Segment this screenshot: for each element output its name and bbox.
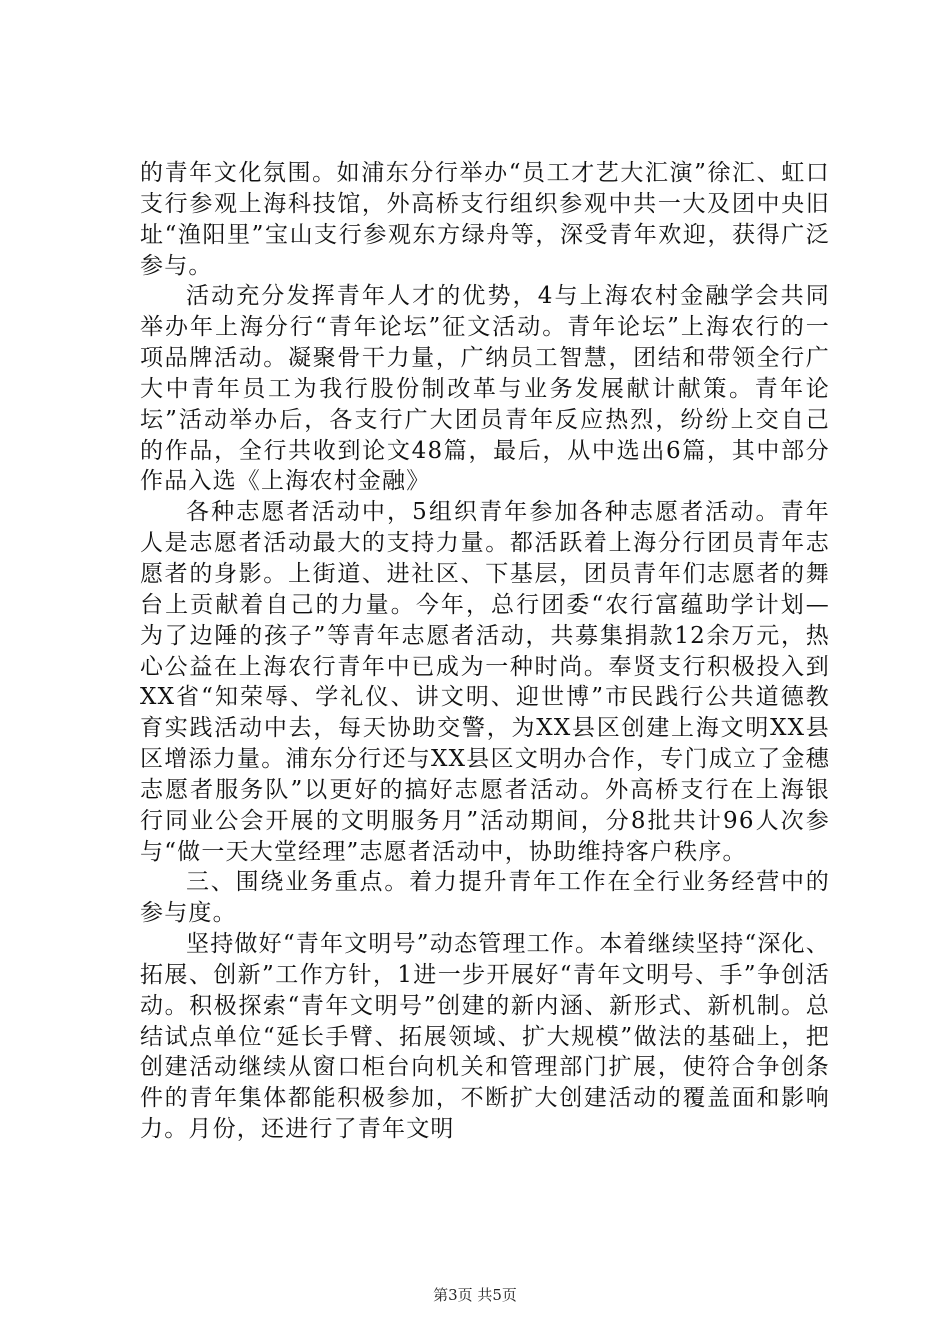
paragraph-4: 三、围绕业务重点。着力提升青年工作在全行业务经营中的参与度。 bbox=[140, 869, 830, 927]
paragraph-5: 坚持做好“青年文明号”动态管理工作。本着继续坚持“深化、拓展、创新”工作方针，1进一步开展好“青年文明号、手”争创活动。积极探索“青年文明号”创建的新内涵、新形式、新机制。总结试点单位“延长手臂、拓展领域、扩大规模”做法的基础上，把创建活动继续从窗口柜台向机关和管理部门扩展，使符合争创条件的青年集体都能积极参加，不断扩大创建活动的覆盖面和影响力。月份，还进行了青年文明 bbox=[140, 931, 830, 1143]
paragraph-1: 的青年文化氛围。如浦东分行举办“员工才艺大汇演”徐汇、虹口支行参观上海科技馆，外高桥支行组织参观中共一大及团中央旧址“渔阳里”宝山支行参观东方绿舟等，深受青年欢迎，获得广泛参与。 bbox=[140, 160, 830, 279]
paragraph-2: 活动充分发挥青年人才的优势，4与上海农村金融学会共同举办年上海分行“青年论坛”征文活动。青年论坛”上海农行的一项品牌活动。凝聚骨干力量，广纳员工智慧，团结和带领全行广大中青年员工为我行股份制改革与业务发展献计献策。青年论坛”活动举办后，各支行广大团员青年反应热烈，纷纷上交自己的作品，全行共收到论文48篇，最后，从中选出6篇，其中部分作品入选《上海农村金融》 bbox=[140, 283, 830, 495]
paragraph-3: 各种志愿者活动中，5组织青年参加各种志愿者活动。青年人是志愿者活动最大的支持力量。都活跃着上海分行团员青年志愿者的身影。上街道、进社区、下基层，团员青年们志愿者的舞台上贡献着自己的力量。今年，总行团委“农行富蕴助学计划—为了边陲的孩子”等青年志愿者活动，共募集捐款12余万元，热心公益在上海农行青年中已成为一种时尚。奉贤支行积极投入到XX省“知荣辱、学礼仪、讲文明、迎世博”市民践行公共道德教育实践活动中去，每天协助交警，为XX县区创建上海文明XX县区增添力量。浦东分行还与XX县区文明办合作，专门成立了金穗志愿者服务队”以更好的搞好志愿者活动。外高桥支行在上海银行同业公会开展的文明服务月”活动期间，分8批共计96人次参与“做一天大堂经理”志愿者活动中，协助维持客户秩序。 bbox=[140, 499, 830, 865]
page-number-footer: 第3页 共5页 bbox=[433, 1286, 517, 1304]
document-body bbox=[140, 158, 830, 1145]
